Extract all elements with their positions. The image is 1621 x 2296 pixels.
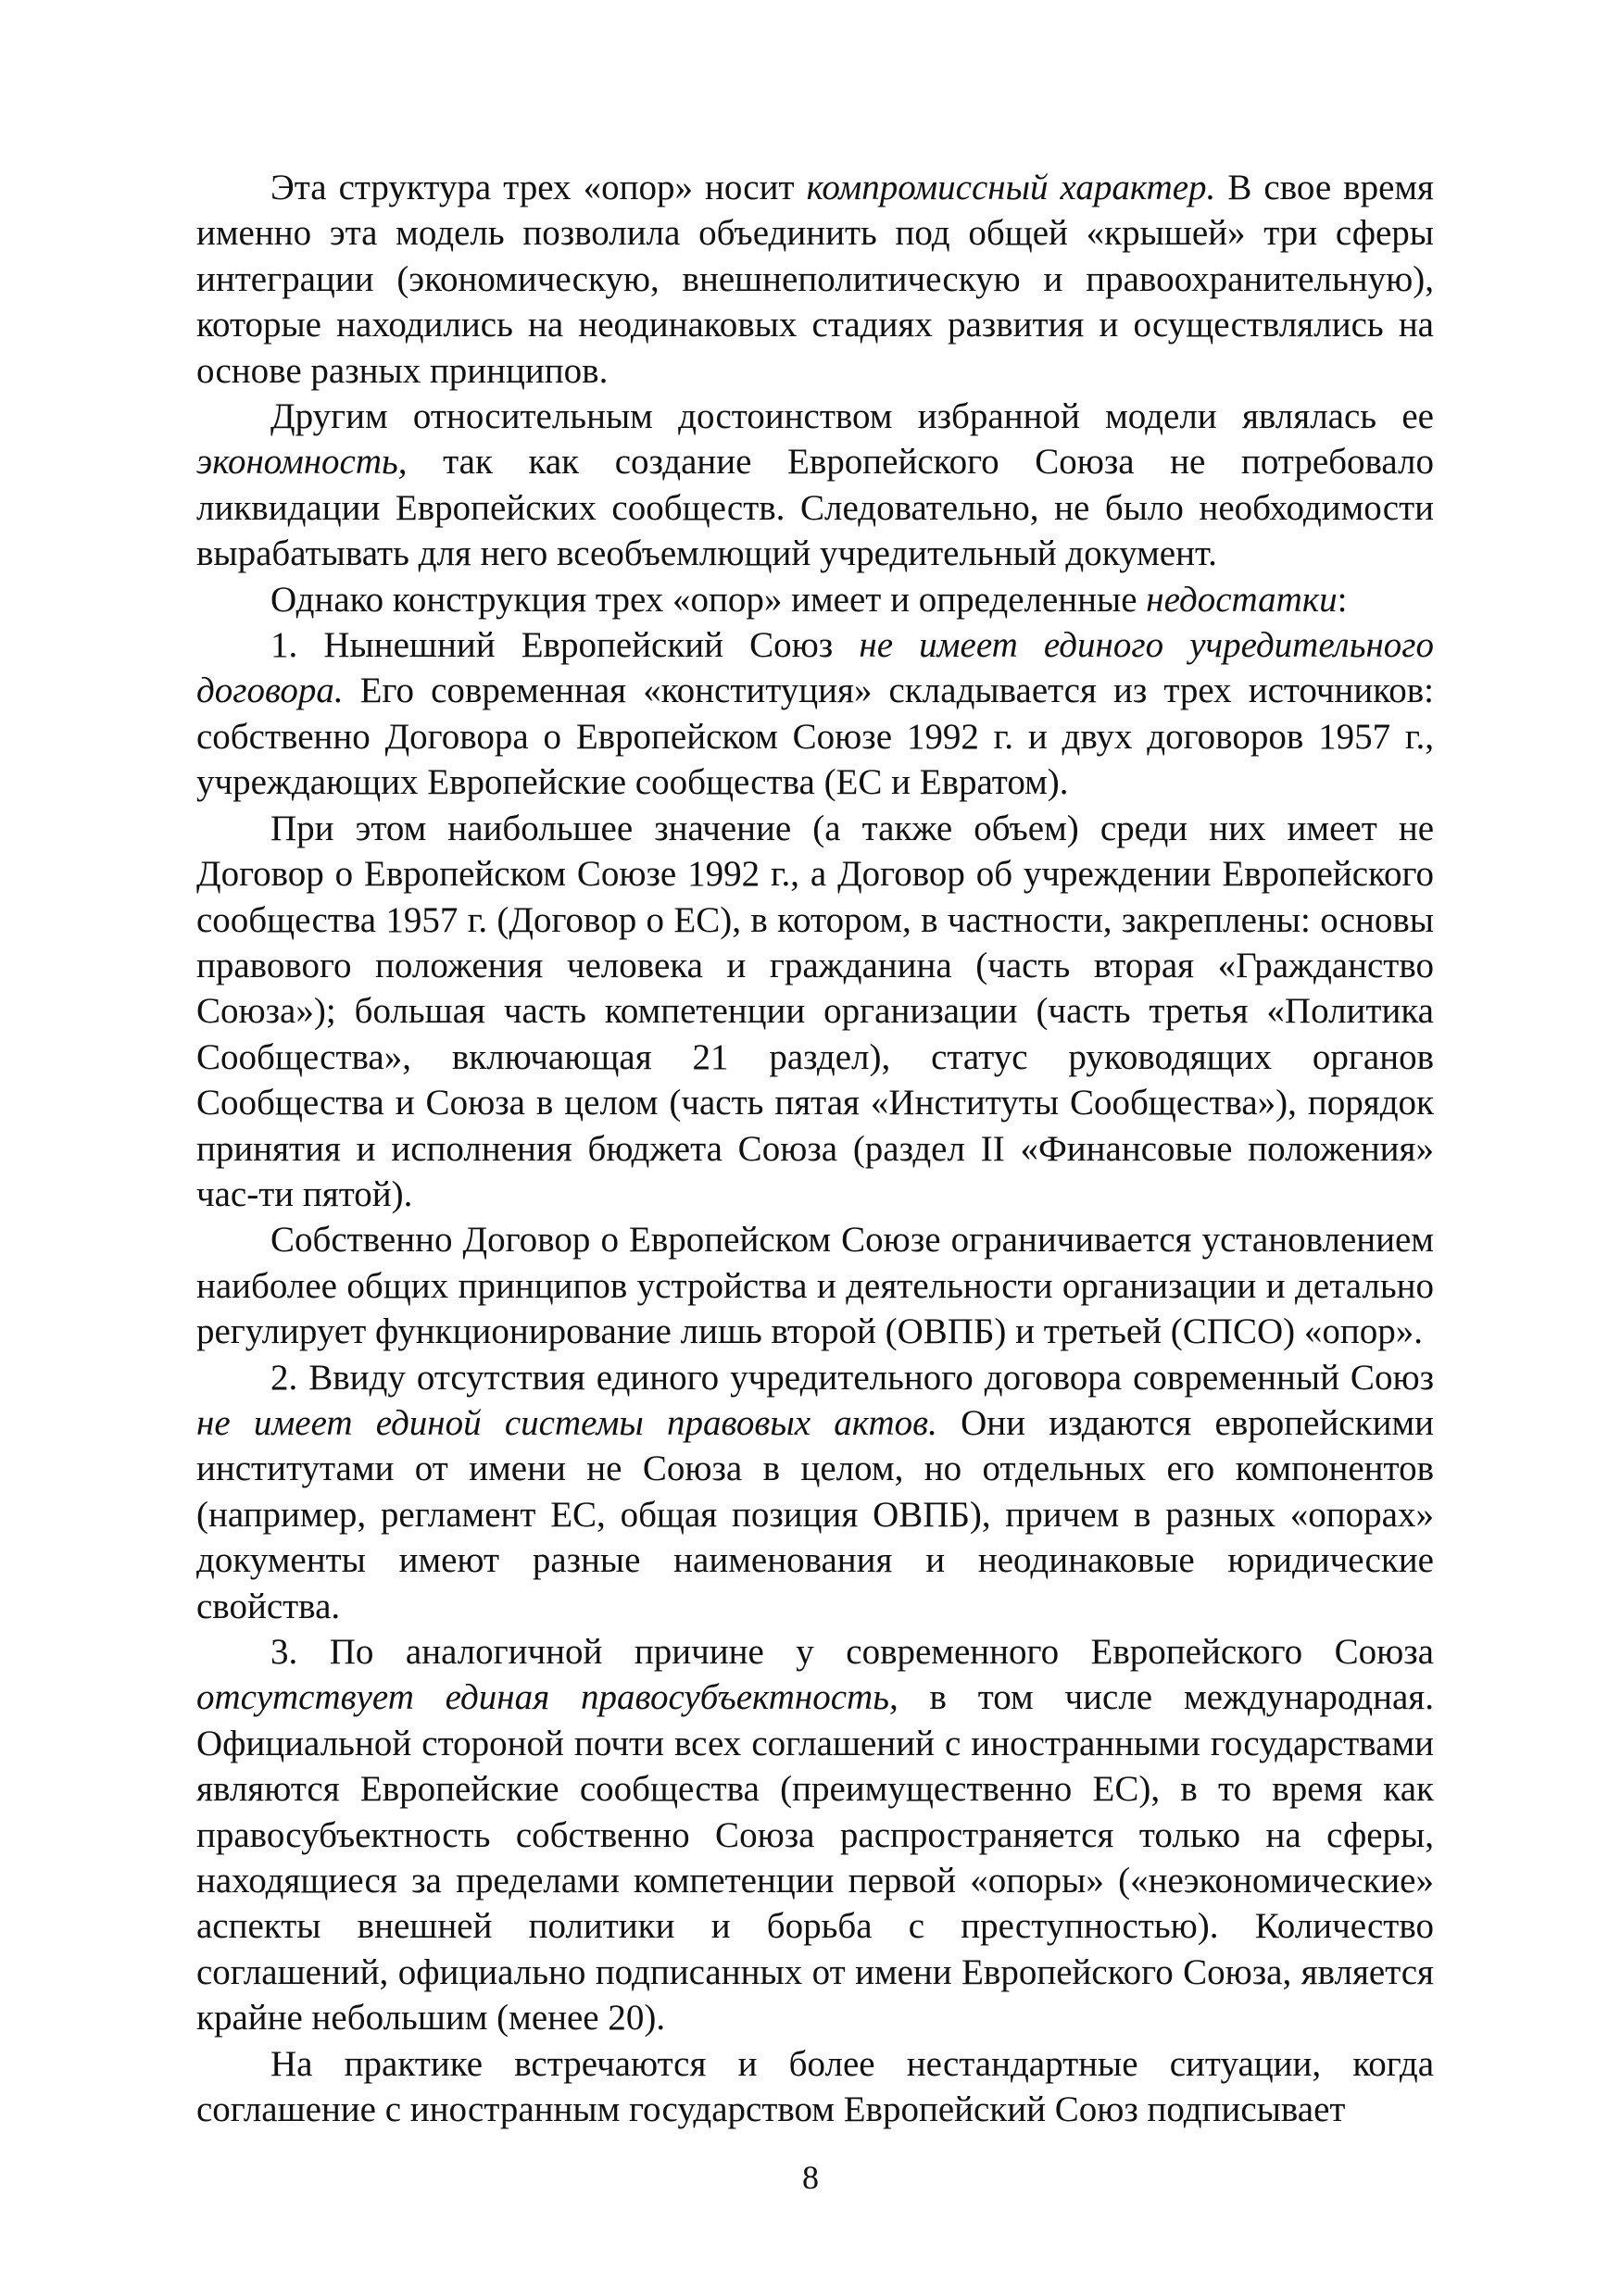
body-text	[196, 165, 1434, 2132]
italic-text: недостатки	[1146, 579, 1338, 620]
page-number: 8	[802, 2159, 819, 2196]
italic-text: не имеет единого учредительного договора.	[196, 625, 1435, 711]
text-run: Однако конструкция трех «опор» имеет и определенные	[270, 579, 1147, 620]
paragraph	[196, 622, 1434, 806]
paragraph	[196, 1355, 1434, 1629]
text-run: :	[1337, 579, 1348, 620]
text-run: В свое время именно эта модель позволила объединить под общей «крышей» три сферы интеграции (экономическую, внешнеполитическую и правоохранительную), которые находились на неодинаковых стадиях развития и осуществлялись на основе разных принципов.	[196, 168, 1435, 391]
italic-text: отсутствует единая правосубъектность,	[196, 1677, 898, 1718]
paragraph	[196, 2041, 1434, 2133]
paragraph	[196, 1217, 1434, 1354]
text-run: При этом наибольшее значение (а также объем) среди них имеет не Договор о Европейском Союзе 1992 г., а Договор об учреждении Европейского сообщества 1957 г. (Договор о ЕС), в котором, в частности, закреплены: основы правового положения человека и гражданина (часть вторая «Гражданство Союза»); большая часть компетенции организации (часть третья «Политика Сообщества», включающая 21 раздел), статус руководящих органов Сообщества и Союза в целом (часть пятая «Институты Сообщества»), порядок принятия и исполнения бюджета Союза (раздел II «Финансовые положения» час-ти пятой).	[196, 808, 1434, 1214]
text-run: 2. Ввиду отсутствия единого учредительного договора современный Союз	[270, 1357, 1434, 1398]
paragraph	[196, 577, 1434, 622]
paragraph	[196, 165, 1434, 394]
text-run: Другим относительным достоинством избранной модели являлась ее	[270, 396, 1434, 437]
text-run: Его современная «конституция» складывается из трех источников: собственно Договора о Европейском Союзе 1992 г. и двух договоров 1957 г., учреждающих Европейские сообщества (ЕС и Евратом).	[196, 671, 1434, 803]
text-run: так как создание Европейского Союза не потребовало ликвидации Европейских сообществ. Следовательно, не было необходимости вырабатывать для него всеобъемлющий учредительный документ.	[196, 442, 1434, 574]
text-run: 1. Нынешний Европейский Союз	[270, 625, 860, 666]
paragraph	[196, 394, 1434, 577]
italic-text: экономность,	[196, 442, 408, 483]
text-run: Они издаются европейскими институтами от имени не Союза в целом, но отдельных его компонентов (например, регламент ЕС, общая позиция ОВПБ), причем в разных «опорах» документы имеют разные наименования и неодинаковые юридические свойства.	[196, 1402, 1434, 1626]
italic-text: компромиссный характер.	[806, 168, 1216, 207]
text-run: 3. По аналогичной причине у современного Европейского Союза	[270, 1632, 1434, 1672]
text-run: На практике встречаются и более нестандартные ситуации, когда соглашение с иностранным государством Европейский Союз подписывает	[196, 2043, 1434, 2130]
paragraph	[196, 1629, 1434, 2041]
paragraph	[196, 806, 1434, 1218]
text-run: в том числе международная. Официальной стороной почти всех соглашений с иностранными государствами являются Европейские сообщества (преимущественно ЕС), в то время как правосубъектность собственно Союза распространяется только на сферы, находящиеся за пределами компетенции первой «опоры» («неэкономические» аспекты внешней политики и борьба с преступностью). Количество соглашений, официально подписанных от имени Европейского Союза, является крайне небольшим (менее 20).	[196, 1677, 1434, 2039]
text-run: Собственно Договор о Европейском Союзе ограничивается установлением наиболее общих принципов устройства и деятельности организации и детально регулирует функционирование лишь второй (ОВПБ) и третьей (СПСО) «опор».	[196, 1220, 1434, 1352]
italic-text: не имеет единой системы правовых актов.	[196, 1402, 937, 1443]
text-run: Эта структура трех «опор» носит	[270, 168, 807, 207]
